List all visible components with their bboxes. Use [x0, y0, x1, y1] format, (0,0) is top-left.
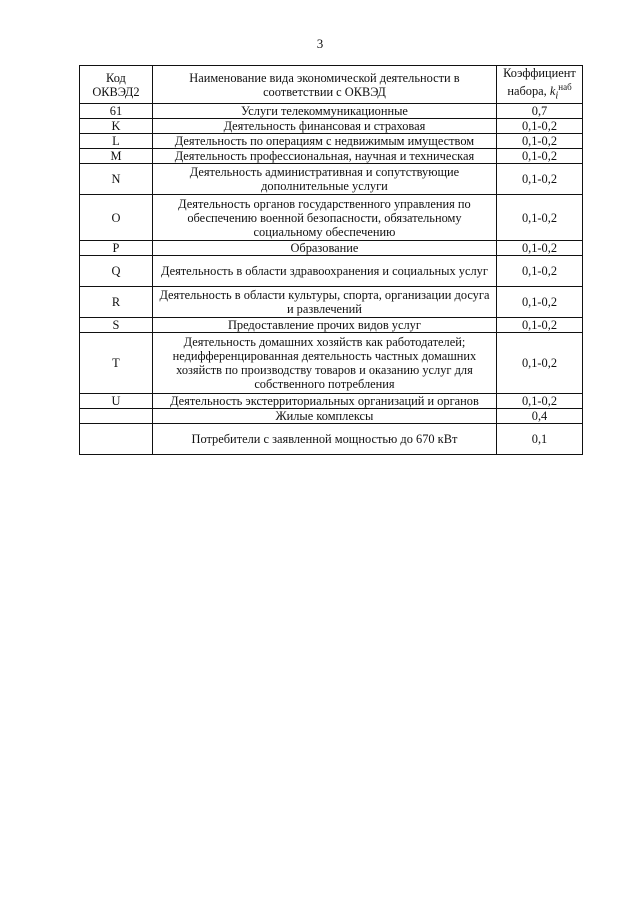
table-row: [80, 409, 583, 424]
row-name: Жилые комплексы: [152, 409, 496, 424]
table-row: [80, 424, 583, 455]
row-code: R: [80, 287, 153, 318]
header-name: Наименование вида экономической деятельности в соответствии с ОКВЭД: [152, 66, 496, 104]
header-coefficient: [497, 66, 583, 104]
coefficient-table: [79, 65, 583, 455]
row-coefficient: 0,1-0,2: [497, 241, 583, 256]
table-row: [80, 333, 583, 394]
row-code: M: [80, 149, 153, 164]
row-name: Образование: [152, 241, 496, 256]
row-code: U: [80, 394, 153, 409]
row-code: [80, 424, 153, 455]
row-code: S: [80, 318, 153, 333]
row-name: Деятельность в области культуры, спорта, организации досуга и развлечений: [152, 287, 496, 318]
row-coefficient: 0,1-0,2: [497, 195, 583, 241]
row-coefficient: 0,4: [497, 409, 583, 424]
row-code: K: [80, 119, 153, 134]
table-row: [80, 104, 583, 119]
table-row: [80, 134, 583, 149]
table-row: [80, 195, 583, 241]
row-coefficient: 0,1-0,2: [497, 119, 583, 134]
row-name: Услуги телекоммуникационные: [152, 104, 496, 119]
row-coefficient: 0,1-0,2: [497, 287, 583, 318]
row-name: Предоставление прочих видов услуг: [152, 318, 496, 333]
coefficient-symbol: k: [549, 84, 556, 98]
row-coefficient: 0,1-0,2: [497, 164, 583, 195]
row-coefficient: 0,1-0,2: [497, 256, 583, 287]
row-name: Деятельность экстерриториальных организаций и органов: [152, 394, 496, 409]
row-coefficient: 0,1-0,2: [497, 134, 583, 149]
row-coefficient: 0,1: [497, 424, 583, 455]
table-row: [80, 318, 583, 333]
row-code: P: [80, 241, 153, 256]
row-coefficient: 0,1-0,2: [497, 318, 583, 333]
row-coefficient: 0,1-0,2: [497, 394, 583, 409]
row-coefficient: 0,1-0,2: [497, 333, 583, 394]
header-code: Код ОКВЭД2: [80, 66, 153, 104]
table-row: [80, 149, 583, 164]
table-row: [80, 256, 583, 287]
row-code: N: [80, 164, 153, 195]
table-row: [80, 119, 583, 134]
header-coefficient-label: Коэффициент набора,: [503, 66, 576, 98]
row-name: Потребители с заявленной мощностью до 670 кВт: [152, 424, 496, 455]
row-coefficient: 0,7: [497, 104, 583, 119]
row-code: O: [80, 195, 153, 241]
page-number: 3: [316, 36, 324, 51]
row-name: Деятельность по операциям с недвижимым имуществом: [152, 134, 496, 149]
row-name: Деятельность административная и сопутствующие дополнительные услуги: [152, 164, 496, 195]
row-code: T: [80, 333, 153, 394]
row-name: Деятельность профессиональная, научная и техническая: [152, 149, 496, 164]
row-name: Деятельность органов государственного управления по обеспечению военной безопасности, обязательному социальному обеспечению: [152, 195, 496, 241]
table-header-row: [80, 66, 583, 104]
row-code: L: [80, 134, 153, 149]
row-code: [80, 409, 153, 424]
row-coefficient: 0,1-0,2: [497, 149, 583, 164]
row-code: 61: [80, 104, 153, 119]
coefficient-superscript: наб: [558, 82, 572, 92]
coefficient-subscript: i: [555, 90, 559, 102]
row-name: Деятельность финансовая и страховая: [152, 119, 496, 134]
table-row: [80, 287, 583, 318]
row-name: Деятельность в области здравоохранения и социальных услуг: [152, 256, 496, 287]
table-row: [80, 394, 583, 409]
table-row: [80, 164, 583, 195]
table-row: [80, 241, 583, 256]
row-code: Q: [80, 256, 153, 287]
row-name: Деятельность домашних хозяйств как работодателей; недифференцированная деятельность частных домашних хозяйств по производству товаров и оказанию услуг для собственного потребления: [152, 333, 496, 394]
